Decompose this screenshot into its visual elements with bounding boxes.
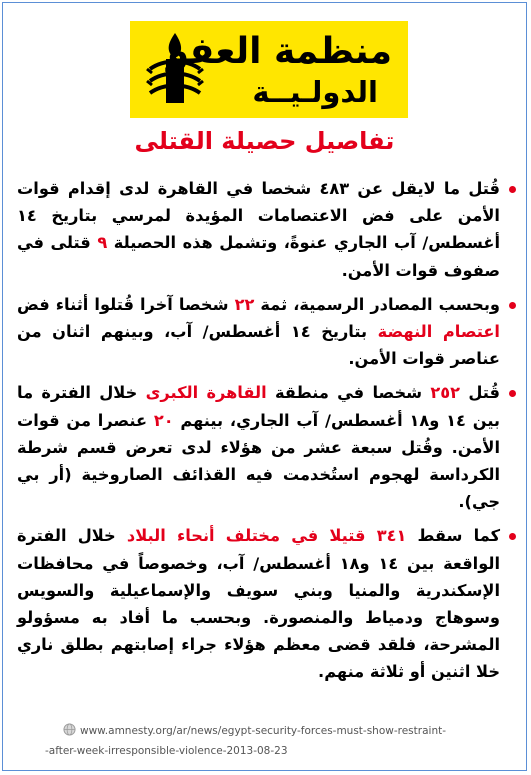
item-text: شخصا آخرا قُتلوا أثناء فض [17,294,235,314]
bullet-icon [509,186,516,193]
item-text: قتلى في صفوف قوات الأمن. [17,233,500,280]
source-domain: www.amnesty.org [80,725,173,737]
item-highlight: ٢٥٢ [430,383,461,403]
logo-subtitle: الدولـيــة [252,75,378,109]
list-item [17,175,518,284]
item-highlight: ٢٠ [153,410,174,430]
item-highlight: ٢٢ [234,294,255,314]
item-highlight: اعتصام النهضة [377,322,500,342]
item-text: وبحسب المصادر الرسمية، ثمة [254,294,500,314]
logo-title: منظمة العفو [166,31,392,72]
page-title: تفاصيل حصيلة القتلى [134,127,395,155]
document-frame [2,2,527,771]
source-path: /ar/news/egypt-security-forces-must-show-restraint- [172,725,447,737]
item-text: خلال الفترة الواقعة بين ١٤ و١٨ أغسطس/ آب، وخصوصاً في محافظات الإسكندرية والمنيا وبني سويف والإسماعيلية والسويس وسوهاج ودمياط والمنصورة. وبحسب ما أفاد به مسؤولو المشرحة، فلقد قضى معظم هؤلاء جراء إصابتهم بطلق ناري خلا اثنين أو ثلاثة منهم. [17,526,500,682]
item-text: عنصرا من قوات الأمن. وقُتل سبعة عشر من هؤلاء لدى تعرض قسم شرطة الكرداسة لهجوم استُخدمت فيه القذائف الصاروخية (أر بي جي). [17,410,500,512]
source-url[interactable] [45,721,483,761]
item-text: بتاريخ ١٤ أغسطس/ آب، وبينهم اثنان من عناصر قوات الأمن. [17,322,500,369]
item-text: قُتل [460,383,501,403]
bullet-icon [509,302,516,309]
item-text: قُتل ما لايقل عن ٤٨٣ شخصا في القاهرة لدى إقدام قوات الأمن على فض الاعتصامات المؤيدة لمرسي بتاريخ ١٤ أغسطس/ آب الجاري عنوةً، وتشمل هذه الحصيلة [17,179,501,253]
list-item [17,522,518,685]
list-item [17,291,518,373]
list-item [17,379,518,515]
casualty-list [17,175,518,693]
item-text: شخصا في منطقة [266,383,431,403]
source-path-continued: -after-week-irresponsible-violence-2013-08-23 [45,745,288,757]
amnesty-logo [130,21,408,118]
item-highlight: ٩ [97,233,108,253]
item-text: خلال الفترة ما بين ١٤ و١٨ أغسطس/ آب الجاري، بينهم [17,383,501,430]
globe-icon [63,723,76,736]
bullet-icon [509,390,516,397]
bullet-icon [509,533,516,540]
item-text: كما سقط [406,526,500,546]
item-highlight: ٣٤١ قتيلا في مختلف أنحاء البلاد [126,526,407,546]
item-highlight: القاهرة الكبرى [145,383,267,403]
